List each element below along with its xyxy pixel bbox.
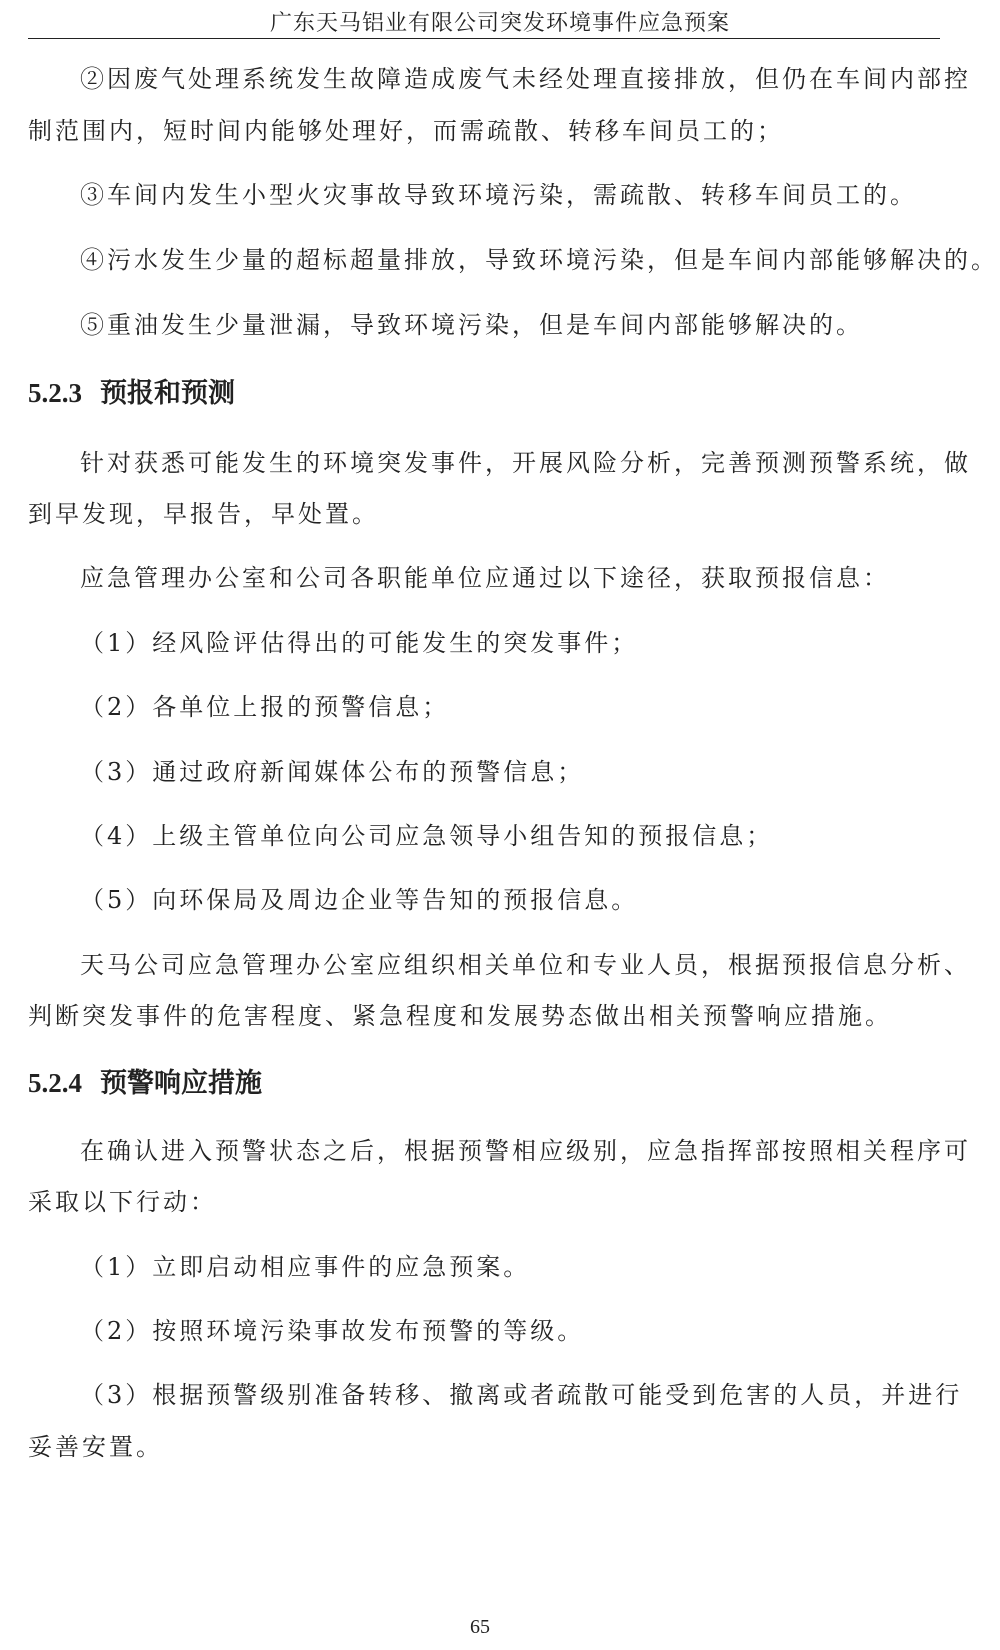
section-524-para1-line2: 采取以下行动： — [28, 1188, 217, 1216]
header-divider — [28, 38, 940, 39]
section-523-para1-line1: 针对获悉可能发生的环境突发事件，开展风险分析，完善预测预警系统，做 — [80, 449, 971, 477]
section-number: 5.2.3 — [28, 378, 82, 408]
section-523-para3-line1: 天马公司应急管理办公室应组织相关单位和专业人员，根据预报信息分析、 — [80, 951, 971, 979]
section-523-para1-line2: 到早发现，早报告，早处置。 — [28, 500, 379, 528]
item-3: ③车间内发生小型火灾事故导致环境污染，需疏散、转移车间员工的。 — [80, 181, 917, 209]
list-item: （3）通过政府新闻媒体公布的预警信息； — [80, 758, 585, 786]
section-5-2-4-heading — [28, 1065, 262, 1102]
item-2-line-1: ②因废气处理系统发生故障造成废气未经处理直接排放，但仍在车间内部控 — [80, 65, 971, 93]
item-4: ④污水发生少量的超标超量排放，导致环境污染，但是车间内部能够解决的。 — [80, 246, 998, 274]
list-item: （3）根据预警级别准备转移、撤离或者疏散可能受到危害的人员，并进行 — [80, 1381, 963, 1409]
section-number: 5.2.4 — [28, 1068, 82, 1098]
section-524-para1-line1: 在确认进入预警状态之后，根据预警相应级别，应急指挥部按照相关程序可 — [80, 1137, 971, 1165]
section-523-para2: 应急管理办公室和公司各职能单位应通过以下途径，获取预报信息： — [80, 564, 890, 592]
list-item-continuation: 妥善安置。 — [28, 1433, 163, 1461]
list-item: （1）经风险评估得出的可能发生的突发事件； — [80, 629, 639, 657]
section-5-2-3-heading — [28, 375, 235, 412]
section-title: 预报和预测 — [100, 378, 235, 409]
item-5: ⑤重油发生少量泄漏，导致环境污染，但是车间内部能够解决的。 — [80, 311, 863, 339]
list-item: （1）立即启动相应事件的应急预案。 — [80, 1253, 531, 1281]
section-523-para3-line2: 判断突发事件的危害程度、紧急程度和发展势态做出相关预警响应措施。 — [28, 1002, 892, 1030]
page-header-title: 广东天马铝业有限公司突发环境事件应急预案 — [269, 11, 730, 36]
list-item: （5）向环保局及周边企业等告知的预报信息。 — [80, 886, 639, 914]
page-number: 65 — [470, 1616, 490, 1638]
list-item: （2）各单位上报的预警信息； — [80, 693, 450, 721]
list-item: （4）上级主管单位向公司应急领导小组告知的预报信息； — [80, 822, 774, 850]
list-item: （2）按照环境污染事故发布预警的等级。 — [80, 1317, 585, 1345]
item-2-line-2: 制范围内，短时间内能够处理好，而需疏散、转移车间员工的； — [28, 117, 784, 145]
section-title: 预警响应措施 — [100, 1068, 262, 1099]
